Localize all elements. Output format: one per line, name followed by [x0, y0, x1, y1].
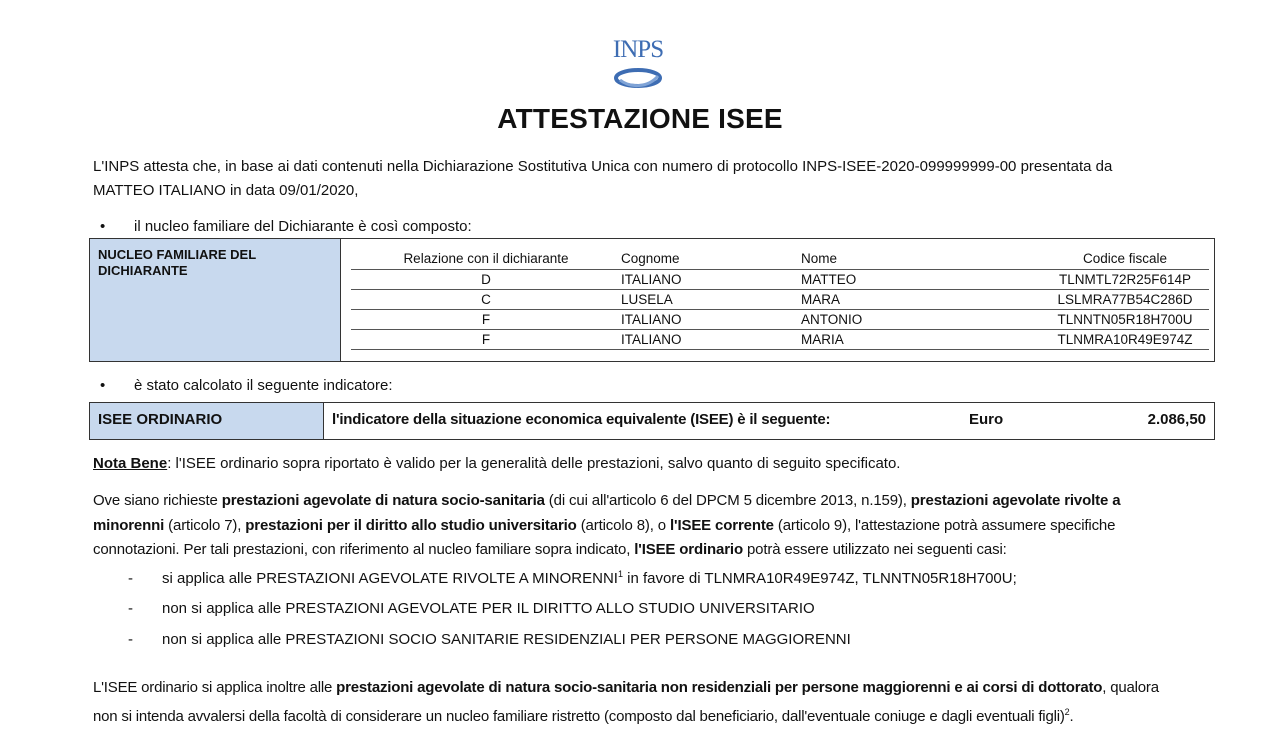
- case-text: non si applica alle PRESTAZIONI AGEVOLATE PER IL DIRITTO ALLO STUDIO UNIVERSITARIO: [162, 600, 815, 617]
- table-row: [351, 290, 1209, 310]
- isee-side-label: ISEE ORDINARIO: [90, 403, 324, 439]
- ove-text: (articolo 8), o: [576, 516, 671, 534]
- column-header-codice-fiscale: Codice fiscale: [1041, 249, 1209, 270]
- table-row: [351, 310, 1209, 330]
- isee-ordinario-box: [89, 402, 1215, 440]
- column-header-cognome: Cognome: [621, 249, 801, 270]
- footer-text: non si intenda avvalersi della facoltà di considerare un nucleo familiare ristretto (composto dal beneficiario, dall'eventuale coniuge e dagli eventuali figli): [93, 708, 1065, 725]
- cell-relazione: F: [351, 310, 621, 330]
- cell-codice-fiscale: TLNMTL72R25F614P: [1041, 270, 1209, 290]
- column-header-nome: Nome: [801, 249, 1041, 270]
- ove-bold: l'ISEE corrente: [670, 516, 774, 534]
- cell-nome: ANTONIO: [801, 310, 1041, 330]
- isee-currency: Euro: [969, 411, 1004, 428]
- intro-paragraph: [93, 155, 1213, 203]
- cell-codice-fiscale: LSLMRA77B54C286D: [1041, 290, 1209, 310]
- footnote-ref: 2: [1064, 707, 1070, 717]
- cell-cognome: LUSELA: [621, 290, 801, 310]
- isee-description: l'indicatore della situazione economica equivalente (ISEE) è il seguente:: [332, 411, 831, 428]
- ove-text: Ove siano richieste: [93, 492, 222, 509]
- dash-icon: -: [128, 570, 133, 587]
- ove-text: (articolo 7),: [164, 516, 246, 534]
- intro-line-2: MATTEO ITALIANO in data 09/01/2020,: [93, 182, 359, 199]
- bullet-icon: •: [100, 377, 106, 394]
- table-row: [351, 330, 1209, 350]
- nucleo-side-label: NUCLEO FAMILIARE DEL DICHIARANTE: [90, 239, 341, 362]
- table-row: [351, 270, 1209, 290]
- nota-bene-label: Nota Bene: [93, 455, 168, 472]
- cell-cognome: ITALIANO: [621, 270, 801, 290]
- bullet-nucleo: [100, 218, 472, 235]
- intro-line-1: L'INPS attesta che, in base ai dati contenuti nella Dichiarazione Sostitutiva Unica con numero di protocollo INPS-ISEE-2020-099999999-00 presentata da: [93, 158, 1113, 175]
- ove-bold: l'ISEE ordinario: [634, 541, 743, 558]
- ove-paragraph: [93, 489, 1213, 563]
- footer-text: .: [1069, 708, 1074, 725]
- nucleo-familiare-table: [89, 238, 1215, 362]
- case-text: in favore di TLNMRA10R49E974Z, TLNNTN05R18H700U;: [622, 570, 1017, 587]
- cell-cognome: ITALIANO: [621, 310, 801, 330]
- cell-relazione: D: [351, 270, 621, 290]
- case-item-minorenni: [128, 569, 1017, 587]
- case-text: si applica alle PRESTAZIONI AGEVOLATE RIVOLTE A MINORENNI: [162, 570, 618, 587]
- nota-bene-text: : l'ISEE ordinario sopra riportato è valido per la generalità delle prestazioni, salvo quanto di seguito specificato.: [167, 455, 901, 472]
- cell-nome: MATTEO: [801, 270, 1041, 290]
- column-header-relazione: Relazione con il dichiarante: [351, 249, 621, 270]
- ove-bold: prestazioni agevolate di natura socio-sanitaria: [221, 492, 545, 509]
- case-text: non si applica alle PRESTAZIONI SOCIO SANITARIE RESIDENZIALI PER PERSONE MAGGIORENNI: [162, 631, 851, 648]
- logo-swirl-icon: [612, 66, 664, 90]
- isee-amount: 2.086,50: [1147, 411, 1206, 428]
- cell-nome: MARIA: [801, 330, 1041, 350]
- ove-text: potrà essere utilizzato nei seguenti casi:: [742, 541, 1007, 558]
- nota-bene-paragraph: [93, 452, 1213, 476]
- cell-cognome: ITALIANO: [621, 330, 801, 350]
- case-item-socio-sanitarie: [128, 631, 851, 648]
- cell-relazione: F: [351, 330, 621, 350]
- bullet-indicatore-text: è stato calcolato il seguente indicatore:: [134, 377, 393, 394]
- inps-logo: [606, 36, 670, 94]
- footer-text: , qualora: [1102, 679, 1159, 696]
- cell-codice-fiscale: TLNNTN05R18H700U: [1041, 310, 1209, 330]
- dash-icon: -: [128, 631, 133, 648]
- footer-text: L'ISEE ordinario si applica inoltre alle: [93, 679, 337, 696]
- footnote-ref: 1: [617, 569, 623, 579]
- table-header-row: [351, 249, 1209, 270]
- ove-bold: minorenni: [93, 516, 165, 534]
- ove-text: (di cui all'articolo 6 del DPCM 5 dicembre 2013, n.159),: [544, 492, 911, 509]
- footer-bold: prestazioni agevolate di natura socio-sanitaria non residenziali per persone maggiorenni e ai corsi di dottorato: [336, 679, 1103, 696]
- cell-relazione: C: [351, 290, 621, 310]
- nucleo-members-table: [351, 249, 1209, 350]
- logo-text: INPS: [612, 36, 664, 63]
- ove-text: connotazioni. Per tali prestazioni, con riferimento al nucleo familiare sopra indicato,: [93, 541, 635, 558]
- cell-codice-fiscale: TLNMRA10R49E974Z: [1041, 330, 1209, 350]
- ove-text: (articolo 9), l'attestazione potrà assumere specifiche: [773, 516, 1116, 534]
- bullet-icon: •: [100, 218, 106, 235]
- footer-paragraph: [93, 676, 1213, 729]
- ove-bold: prestazioni per il diritto allo studio universitario: [245, 516, 577, 534]
- bullet-indicatore: [100, 377, 393, 394]
- page-title: ATTESTAZIONE ISEE: [497, 103, 783, 134]
- cell-nome: MARA: [801, 290, 1041, 310]
- dash-icon: -: [128, 600, 133, 617]
- case-item-studio: [128, 600, 815, 617]
- bullet-nucleo-text: il nucleo familiare del Dichiarante è così composto:: [134, 218, 472, 235]
- ove-bold: prestazioni agevolate rivolte a: [910, 492, 1121, 509]
